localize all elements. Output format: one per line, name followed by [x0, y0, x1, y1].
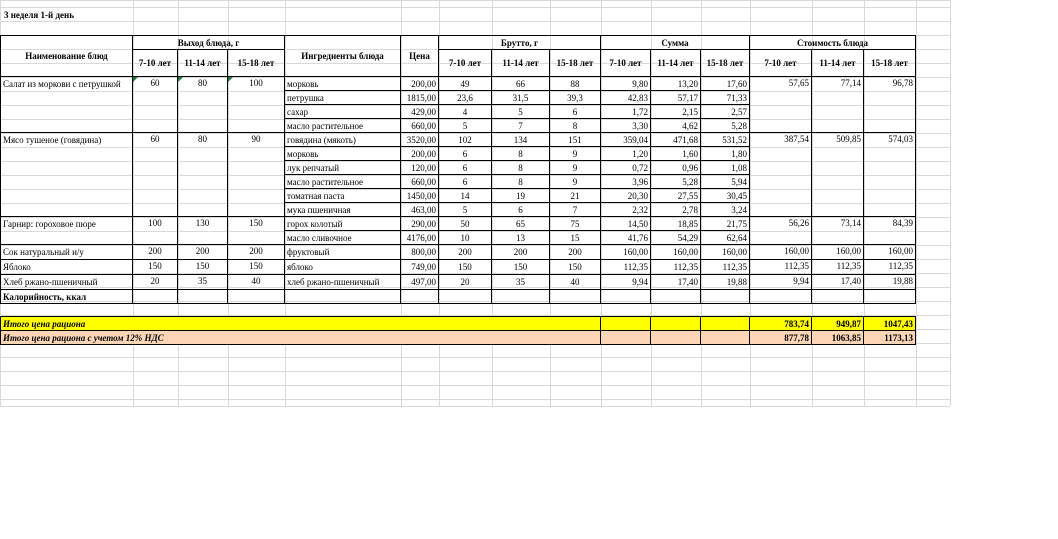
output-cell[interactable]: 60 [133, 77, 178, 133]
cost-cell[interactable]: 387,54 [750, 133, 812, 217]
cost-cell[interactable]: 574,03 [864, 133, 916, 217]
menu-table [0, 35, 916, 345]
empty-cell[interactable] [492, 290, 550, 304]
brutto-cell[interactable]: 150 [439, 260, 492, 275]
output-cell[interactable]: 100 [228, 77, 285, 133]
brutto-cell[interactable]: 4 [439, 105, 492, 119]
total-row-label[interactable]: Итого цена рациона [1, 317, 601, 331]
brutto-cell[interactable]: 6 [439, 175, 492, 189]
gap-cell[interactable] [1, 304, 916, 317]
sum-cell[interactable]: 5,94 [701, 175, 750, 189]
header-cost: Стоимость блюда [750, 36, 916, 50]
sum-cell[interactable]: 54,29 [651, 231, 701, 245]
empty-cell[interactable] [701, 331, 750, 345]
brutto-cell[interactable]: 5 [439, 119, 492, 133]
sum-cell[interactable]: 1,60 [651, 147, 701, 161]
ingredient-cell[interactable]: горох колотый [285, 217, 401, 231]
gap-row [1, 304, 916, 317]
total-row-value[interactable]: 783,74 [750, 317, 812, 331]
sum-cell[interactable]: 21,75 [701, 217, 750, 231]
header-age: 11-14 лет [178, 50, 228, 77]
output-cell[interactable]: 150 [228, 217, 285, 245]
total-row-value[interactable]: 949,87 [812, 317, 864, 331]
sheet-title: 3 неделя 1-й день [4, 10, 74, 20]
dish-name-cell[interactable]: Хлеб ржано-пшеничный [1, 275, 133, 290]
sum-cell[interactable]: 19,88 [701, 275, 750, 290]
sum-cell[interactable]: 160,00 [701, 245, 750, 260]
ingredient-cell[interactable]: петрушка [285, 91, 401, 105]
ingredient-cell[interactable]: лук репчатый [285, 161, 401, 175]
brutto-cell[interactable]: 8 [550, 119, 601, 133]
header-price: Цена [401, 36, 439, 77]
brutto-cell[interactable]: 75 [550, 217, 601, 231]
brutto-cell[interactable]: 35 [492, 275, 550, 290]
total-vat-row-value[interactable]: 877,78 [750, 331, 812, 345]
table-row [1, 245, 916, 260]
sum-cell[interactable]: 5,28 [701, 119, 750, 133]
sum-cell[interactable]: 27,55 [651, 189, 701, 203]
brutto-cell[interactable]: 150 [492, 260, 550, 275]
sum-cell[interactable]: 13,20 [651, 77, 701, 91]
brutto-cell[interactable]: 39,3 [550, 91, 601, 105]
sum-cell[interactable]: 41,76 [601, 231, 651, 245]
ingredient-cell[interactable]: сахар [285, 105, 401, 119]
cost-cell[interactable]: 84,39 [864, 217, 916, 245]
table-row [1, 275, 916, 290]
header-age: 11-14 лет [651, 50, 701, 77]
brutto-cell[interactable]: 7 [492, 119, 550, 133]
price-cell[interactable]: 429,00 [401, 105, 439, 119]
brutto-cell[interactable]: 8 [492, 175, 550, 189]
ingredient-cell[interactable]: масло растительное [285, 119, 401, 133]
brutto-cell[interactable]: 7 [550, 203, 601, 217]
ingredient-cell[interactable]: морковь [285, 147, 401, 161]
brutto-cell[interactable]: 5 [439, 203, 492, 217]
total-vat-row-value[interactable]: 1173,13 [864, 331, 916, 345]
ingredient-cell[interactable]: мука пшеничная [285, 203, 401, 217]
header-age: 7-10 лет [750, 50, 812, 77]
cost-cell[interactable]: 160,00 [812, 245, 864, 260]
brutto-cell[interactable]: 10 [439, 231, 492, 245]
output-cell[interactable]: 130 [178, 217, 228, 245]
output-cell[interactable]: 200 [178, 245, 228, 260]
sum-cell[interactable]: 0,96 [651, 161, 701, 175]
ingredient-cell[interactable]: масло сливочное [285, 231, 401, 245]
output-cell[interactable]: 40 [228, 275, 285, 290]
calories-row [1, 290, 916, 304]
total-row-value[interactable]: 1047,43 [864, 317, 916, 331]
total-vat-row-value[interactable]: 1063,85 [812, 331, 864, 345]
output-cell[interactable]: 80 [178, 133, 228, 217]
table-row [1, 77, 916, 91]
price-cell[interactable]: 1450,00 [401, 189, 439, 203]
sum-cell[interactable]: 5,28 [651, 175, 701, 189]
brutto-cell[interactable]: 5 [492, 105, 550, 119]
price-cell[interactable]: 660,00 [401, 175, 439, 189]
price-cell[interactable]: 4176,00 [401, 231, 439, 245]
sum-cell[interactable]: 18,85 [651, 217, 701, 231]
header-age: 15-18 лет [550, 50, 601, 77]
cost-cell[interactable]: 19,88 [864, 275, 916, 290]
sum-cell[interactable]: 2,32 [601, 203, 651, 217]
empty-cell[interactable] [601, 317, 651, 331]
brutto-cell[interactable]: 9 [550, 147, 601, 161]
sum-cell[interactable]: 2,78 [651, 203, 701, 217]
total-vat-row-label[interactable]: Итого цена рациона с учетом 12% НДС [1, 331, 601, 345]
price-cell[interactable]: 800,00 [401, 245, 439, 260]
brutto-cell[interactable]: 88 [550, 77, 601, 91]
cost-cell[interactable]: 73,14 [812, 217, 864, 245]
price-cell[interactable]: 749,00 [401, 260, 439, 275]
sum-cell[interactable]: 471,68 [651, 133, 701, 147]
brutto-cell[interactable]: 200 [492, 245, 550, 260]
empty-cell[interactable] [178, 290, 228, 304]
cost-cell[interactable]: 57,65 [750, 77, 812, 133]
sum-cell[interactable]: 1,72 [601, 105, 651, 119]
price-cell[interactable]: 200,00 [401, 147, 439, 161]
table-row [1, 133, 916, 147]
sum-cell[interactable]: 42,83 [601, 91, 651, 105]
empty-cell[interactable] [228, 290, 285, 304]
price-cell[interactable]: 463,00 [401, 203, 439, 217]
output-cell[interactable]: 150 [133, 260, 178, 275]
sum-cell[interactable]: 14,50 [601, 217, 651, 231]
brutto-cell[interactable]: 13 [492, 231, 550, 245]
dish-name-cell[interactable]: Гарнир: гороховое пюре [1, 217, 133, 245]
brutto-cell[interactable]: 14 [439, 189, 492, 203]
brutto-cell[interactable]: 9 [550, 175, 601, 189]
ingredient-cell[interactable]: фруктовый [285, 245, 401, 260]
cost-cell[interactable]: 9,94 [750, 275, 812, 290]
sum-cell[interactable]: 3,96 [601, 175, 651, 189]
ingredient-cell[interactable]: масло растительное [285, 175, 401, 189]
cost-cell[interactable]: 160,00 [750, 245, 812, 260]
sum-cell[interactable]: 1,80 [701, 147, 750, 161]
empty-cell[interactable] [651, 331, 701, 345]
brutto-cell[interactable]: 102 [439, 133, 492, 147]
brutto-cell[interactable]: 200 [439, 245, 492, 260]
empty-cell[interactable] [550, 290, 601, 304]
sum-cell[interactable]: 9,80 [601, 77, 651, 91]
sum-cell[interactable]: 3,24 [701, 203, 750, 217]
output-cell[interactable]: 35 [178, 275, 228, 290]
dish-name-cell[interactable]: Сок натуральный и/у [1, 245, 133, 260]
brutto-cell[interactable]: 20 [439, 275, 492, 290]
empty-cell[interactable] [701, 317, 750, 331]
sum-cell[interactable]: 17,60 [701, 77, 750, 91]
sum-cell[interactable]: 71,33 [701, 91, 750, 105]
header-age: 7-10 лет [439, 50, 492, 77]
sum-cell[interactable]: 62,64 [701, 231, 750, 245]
sum-cell[interactable]: 2,15 [651, 105, 701, 119]
price-cell[interactable]: 497,00 [401, 275, 439, 290]
cost-cell[interactable]: 17,40 [812, 275, 864, 290]
dish-name-cell[interactable]: Мясо тушеное (говядина) [1, 133, 133, 217]
empty-cell[interactable] [401, 290, 439, 304]
header-age: 11-14 лет [492, 50, 550, 77]
brutto-cell[interactable]: 50 [439, 217, 492, 231]
sum-cell[interactable]: 30,45 [701, 189, 750, 203]
brutto-cell[interactable]: 134 [492, 133, 550, 147]
ingredient-cell[interactable]: томатная паста [285, 189, 401, 203]
cost-cell[interactable]: 160,00 [864, 245, 916, 260]
brutto-cell[interactable]: 9 [550, 161, 601, 175]
empty-cell[interactable] [651, 290, 701, 304]
brutto-cell[interactable]: 31,5 [492, 91, 550, 105]
empty-cell[interactable] [651, 317, 701, 331]
sum-cell[interactable]: 20,30 [601, 189, 651, 203]
total-vat-row [1, 331, 916, 345]
sum-cell[interactable]: 1,20 [601, 147, 651, 161]
ingredient-cell[interactable]: яблоко [285, 260, 401, 275]
empty-cell[interactable] [439, 290, 492, 304]
calories-label[interactable]: Калорийность, ккал [1, 290, 133, 304]
empty-cell[interactable] [750, 290, 812, 304]
table-row [1, 217, 916, 231]
output-cell[interactable]: 100 [133, 217, 178, 245]
brutto-cell[interactable]: 21 [550, 189, 601, 203]
output-cell[interactable]: 200 [228, 245, 285, 260]
brutto-cell[interactable]: 65 [492, 217, 550, 231]
header-age: 11-14 лет [812, 50, 864, 77]
cost-cell[interactable]: 509,85 [812, 133, 864, 217]
output-cell[interactable]: 20 [133, 275, 178, 290]
output-cell[interactable]: 150 [228, 260, 285, 275]
empty-cell[interactable] [812, 290, 864, 304]
sum-cell[interactable]: 112,35 [701, 260, 750, 275]
price-cell[interactable]: 660,00 [401, 119, 439, 133]
empty-cell[interactable] [701, 290, 750, 304]
brutto-cell[interactable]: 6 [550, 105, 601, 119]
brutto-cell[interactable]: 150 [550, 260, 601, 275]
header-age: 15-18 лет [864, 50, 916, 77]
total-row [1, 317, 916, 331]
brutto-cell[interactable]: 8 [492, 161, 550, 175]
sum-cell[interactable]: 9,94 [601, 275, 651, 290]
output-cell[interactable]: 60 [133, 133, 178, 217]
sum-cell[interactable]: 1,08 [701, 161, 750, 175]
sum-cell[interactable]: 3,30 [601, 119, 651, 133]
brutto-cell[interactable]: 49 [439, 77, 492, 91]
brutto-cell[interactable]: 23,6 [439, 91, 492, 105]
header-output: Выход блюда, г [133, 36, 285, 50]
price-cell[interactable]: 120,00 [401, 161, 439, 175]
header-age: 7-10 лет [133, 50, 178, 77]
cost-cell[interactable]: 77,14 [812, 77, 864, 133]
sum-cell[interactable]: 112,35 [651, 260, 701, 275]
sum-cell[interactable]: 17,40 [651, 275, 701, 290]
empty-cell[interactable] [864, 290, 916, 304]
header-age: 15-18 лет [228, 50, 285, 77]
price-cell[interactable]: 290,00 [401, 217, 439, 231]
price-cell[interactable]: 1815,00 [401, 91, 439, 105]
sum-cell[interactable]: 0,72 [601, 161, 651, 175]
sum-cell[interactable]: 112,35 [601, 260, 651, 275]
brutto-cell[interactable]: 6 [492, 203, 550, 217]
output-cell[interactable]: 90 [228, 133, 285, 217]
ingredient-cell[interactable]: говядина (мякоть) [285, 133, 401, 147]
brutto-cell[interactable]: 19 [492, 189, 550, 203]
header-ingredients: Ингредиенты блюда [285, 36, 401, 77]
table-row [1, 260, 916, 275]
output-cell[interactable]: 200 [133, 245, 178, 260]
dish-name-cell[interactable]: Яблоко [1, 260, 133, 275]
price-cell[interactable]: 200,00 [401, 77, 439, 91]
brutto-cell[interactable]: 200 [550, 245, 601, 260]
brutto-cell[interactable]: 151 [550, 133, 601, 147]
sum-cell[interactable]: 531,52 [701, 133, 750, 147]
sum-cell[interactable]: 2,57 [701, 105, 750, 119]
header-sum: Сумма [601, 36, 750, 50]
sum-cell[interactable]: 160,00 [601, 245, 651, 260]
empty-cell[interactable] [601, 331, 651, 345]
cost-cell[interactable]: 112,35 [864, 260, 916, 275]
dish-name-cell[interactable]: Салат из моркови с петрушкой [1, 77, 133, 133]
cost-cell[interactable]: 112,35 [750, 260, 812, 275]
brutto-cell[interactable]: 40 [550, 275, 601, 290]
header-dish: Наименование блюд [1, 36, 133, 77]
header-brutto: Брутто, г [439, 36, 601, 50]
ingredient-cell[interactable]: хлеб ржано-пшеничный [285, 275, 401, 290]
header-age: 7-10 лет [601, 50, 651, 77]
cost-cell[interactable]: 112,35 [812, 260, 864, 275]
ingredient-cell[interactable]: морковь [285, 77, 401, 91]
brutto-cell[interactable]: 8 [492, 147, 550, 161]
sum-cell[interactable]: 57,17 [651, 91, 701, 105]
brutto-cell[interactable]: 6 [439, 161, 492, 175]
output-cell[interactable]: 150 [178, 260, 228, 275]
cost-cell[interactable]: 96,78 [864, 77, 916, 133]
sum-cell[interactable]: 4,62 [651, 119, 701, 133]
sum-cell[interactable]: 160,00 [651, 245, 701, 260]
brutto-cell[interactable]: 15 [550, 231, 601, 245]
brutto-cell[interactable]: 66 [492, 77, 550, 91]
cost-cell[interactable]: 56,26 [750, 217, 812, 245]
brutto-cell[interactable]: 6 [439, 147, 492, 161]
empty-cell[interactable] [285, 290, 401, 304]
price-cell[interactable]: 3520,00 [401, 133, 439, 147]
sum-cell[interactable]: 359,04 [601, 133, 651, 147]
header-age: 15-18 лет [701, 50, 750, 77]
empty-cell[interactable] [601, 290, 651, 304]
output-cell[interactable]: 80 [178, 77, 228, 133]
empty-cell[interactable] [133, 290, 178, 304]
